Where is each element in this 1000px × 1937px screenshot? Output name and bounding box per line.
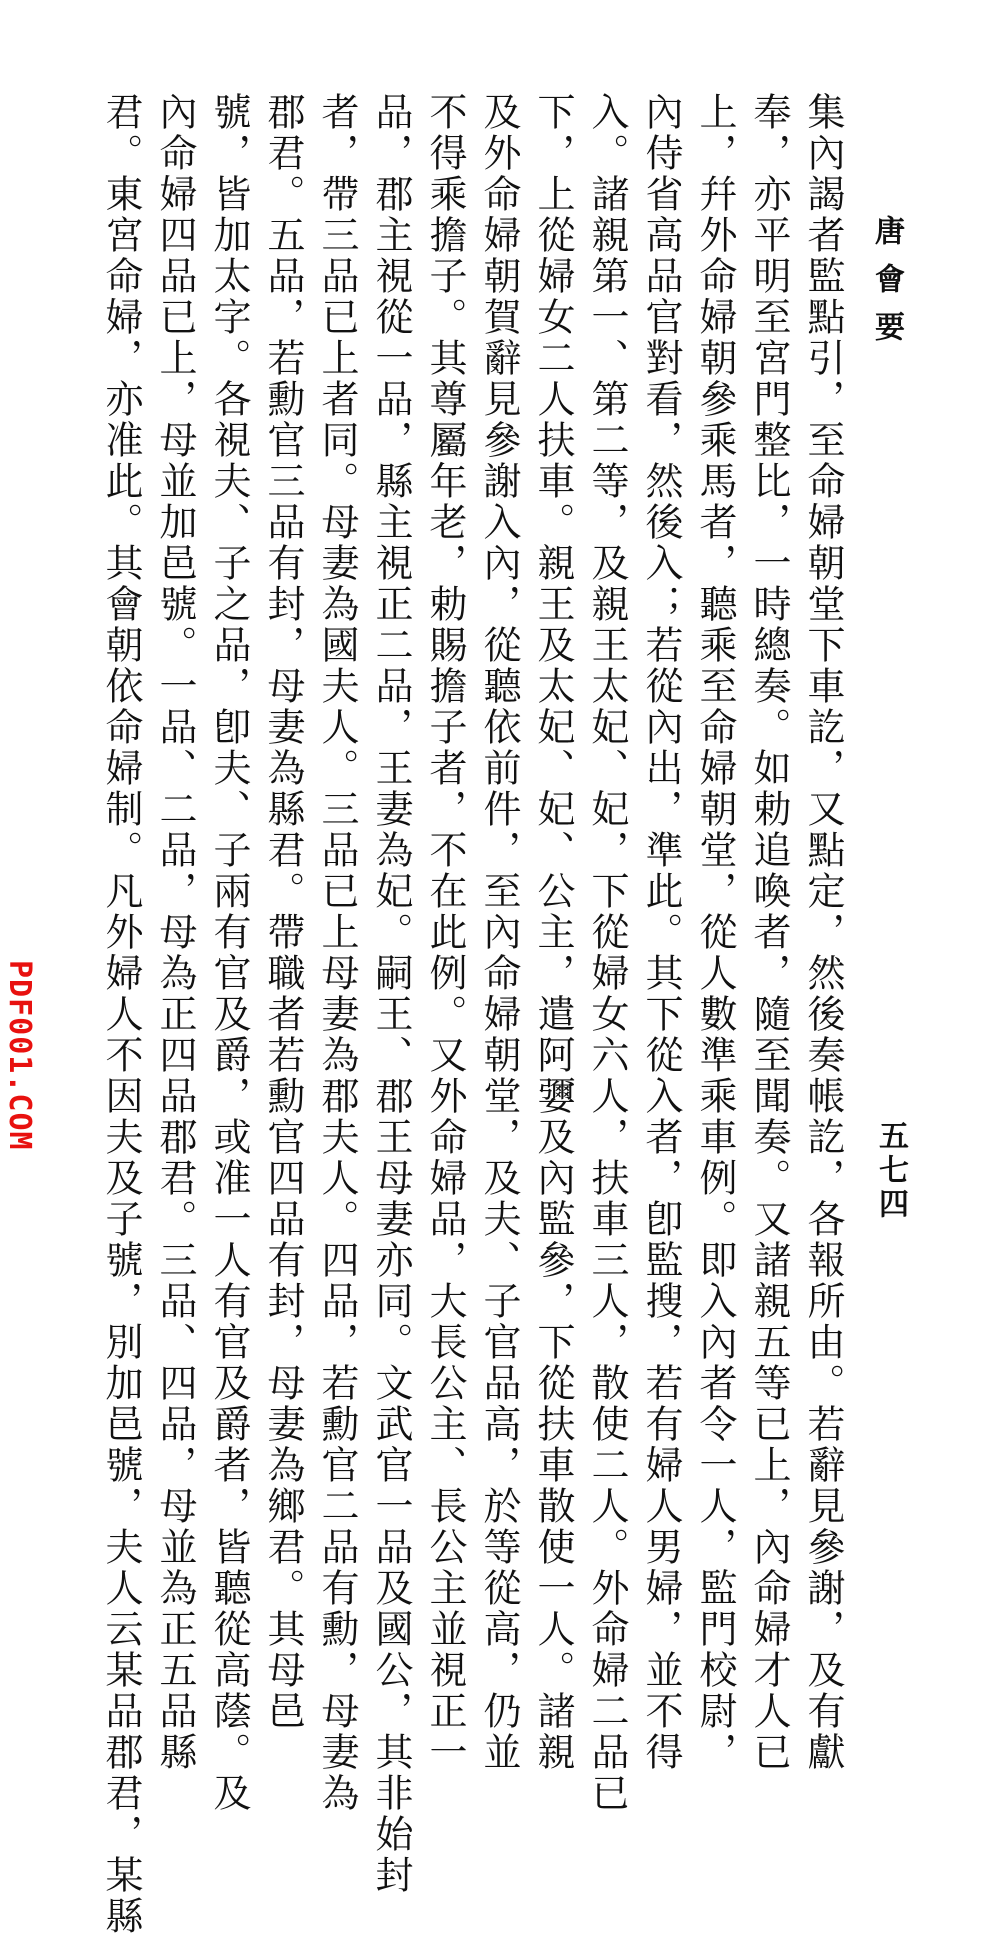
- text-line: 集內謁者監點引，至命婦朝堂下車訖，又點定，然後奏帳訖，各報所由。若辭見參謝，及有獻: [801, 92, 845, 1773]
- text-line: 品，郡主視從一品，縣主視正二品，王妻為妃。嗣王、郡王母妻亦同。文武官一品及國公，其非始封: [369, 92, 413, 1896]
- page-number: 五七四: [873, 1120, 908, 1222]
- text-line: 及外命婦朝賀辭見參謝入內，從聽依前件，至內命婦朝堂，及夫、子官品高，於等從高，仍並: [477, 92, 521, 1773]
- body-text: [94, 92, 850, 1937]
- text-line: 者，帶三品已上者同。母妻為國夫人。三品已上母妻為郡夫人。四品，若勳官二品有勳，母妻為: [315, 92, 359, 1814]
- text-line: 內命婦四品已上，母並加邑號。一品、二品，母為正四品郡君。三品、四品，母並為正五品縣: [153, 92, 197, 1773]
- text-line: 奉，亦平明至宮門整比，一時總奏。如勅追喚者，隨至聞奏。又諸親五等已上，內命婦才人已: [747, 92, 791, 1773]
- text-line: 入。諸親第一、第二等，及親王太妃、妃，下從婦女六人，扶車三人，散使二人。外命婦二品已: [585, 92, 629, 1814]
- text-line: 不得乘擔子。其尊屬年老，勅賜擔子者，不在此例。又外命婦品，大長公主、長公主並視正一: [423, 92, 467, 1773]
- text-line: 內侍省高品官對看，然後入；若從內出，準此。其下從入者，卽監搜，若有婦人男婦，並不得: [639, 92, 683, 1773]
- text-line: 號，皆加太字。各視夫、子之品，卽夫、子兩有官及爵，或准一人有官及爵者，皆聽從高蔭。及: [207, 92, 251, 1814]
- book-title: 唐會要: [869, 215, 904, 359]
- watermark-text: PDF001.COM: [2, 960, 37, 1151]
- text-line: 郡君。五品，若勳官三品有封，母妻為縣君。帶職者若勳官四品有封，母妻為鄉君。其母邑: [261, 92, 305, 1732]
- text-line: 君。東宮命婦，亦准此。其會朝依命婦制。凡外婦人不因夫及子號，別加邑號，夫人云某品郡君，某縣: [99, 92, 143, 1937]
- text-line: 下，上從婦女二人扶車。親王及太妃、妃、公主，遣阿㜷及內監參，下從扶車散使一人。諸親: [531, 92, 575, 1773]
- text-line: 上，幷外命婦朝參乘馬者，聽乘至命婦朝堂，從人數準乘車例。即入內者令一人，監門校尉，: [693, 92, 737, 1773]
